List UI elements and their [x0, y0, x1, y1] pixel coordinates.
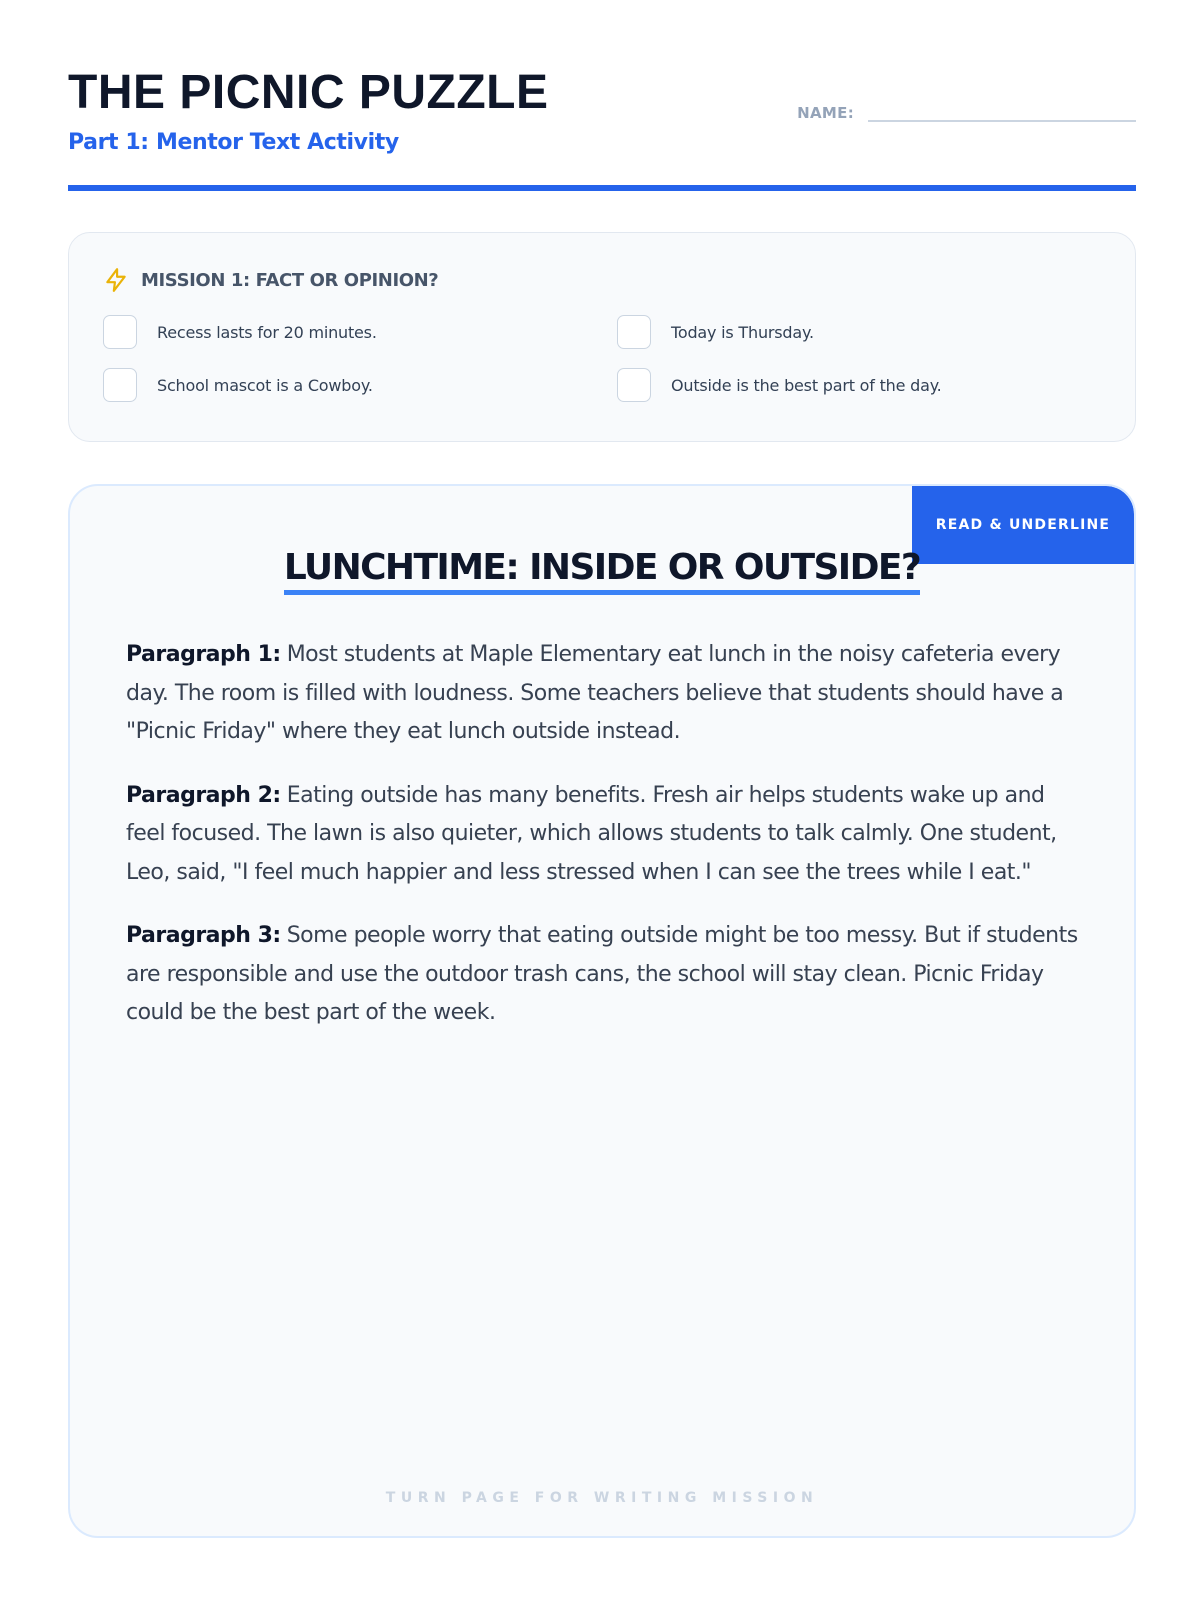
turn-page-note: TURN PAGE FOR WRITING MISSION — [385, 1490, 819, 1506]
name-field-group — [797, 102, 1136, 122]
option-checkbox[interactable] — [617, 368, 651, 402]
page-subtitle: Part 1: Mentor Text Activity — [68, 130, 399, 155]
header-divider — [68, 185, 1136, 191]
paragraph-label: Paragraph 2: — [126, 782, 281, 808]
badge-label: READ & UNDERLINE — [935, 517, 1111, 533]
paragraph — [126, 917, 1086, 1033]
worksheet-header — [68, 66, 1136, 192]
paragraph-label: Paragraph 3: — [126, 923, 281, 948]
page-title: THE PICNIC PUZZLE — [68, 66, 549, 119]
paragraph-text: Most students at Maple Elementary eat lunch in the noisy cafeteria every day. The room is filled with loudness. Some teachers believe that students should have a "Picnic Friday" where they eat lunch outside instead. — [126, 642, 1064, 744]
name-input-line[interactable] — [868, 102, 1136, 122]
mission-option — [617, 315, 814, 349]
option-checkbox[interactable] — [103, 315, 137, 349]
mission-option — [103, 315, 377, 349]
mission-option — [617, 368, 942, 402]
paragraph-text: Some people worry that eating outside might be too messy. But if students are responsible and use the outdoor trash cans, the school will stay clean. Picnic Friday could be the best part of the week. — [126, 923, 1078, 1025]
paragraph — [126, 636, 1086, 752]
passage-title-wrap — [70, 546, 1134, 595]
option-label: Outside is the best part of the day. — [671, 375, 942, 395]
passage-body — [126, 636, 1086, 1058]
mission-option — [103, 368, 373, 402]
lightning-bolt-icon — [103, 266, 129, 294]
passage-title: LUNCHTIME: INSIDE OR OUTSIDE? — [284, 546, 920, 595]
paragraph — [126, 777, 1086, 893]
paragraph-label: Paragraph 1: — [126, 642, 281, 667]
option-checkbox[interactable] — [103, 368, 137, 402]
name-label: NAME: — [797, 104, 854, 122]
reading-passage-card — [68, 484, 1136, 1538]
mission-title: MISSION 1: FACT OR OPINION? — [141, 269, 439, 291]
mission-panel — [68, 232, 1136, 442]
option-checkbox[interactable] — [617, 315, 651, 349]
option-label: School mascot is a Cowboy. — [157, 375, 373, 395]
mission-heading — [103, 266, 438, 294]
option-label: Recess lasts for 20 minutes. — [157, 322, 377, 342]
option-label: Today is Thursday. — [671, 322, 814, 342]
paragraph-text: Eating outside has many benefits. Fresh air helps students wake up and feel focused. The lawn is also quieter, which allows students to talk calmly. One student, Leo, said, "I feel much happier and less stressed when I can see the trees while I eat." — [126, 782, 1057, 885]
